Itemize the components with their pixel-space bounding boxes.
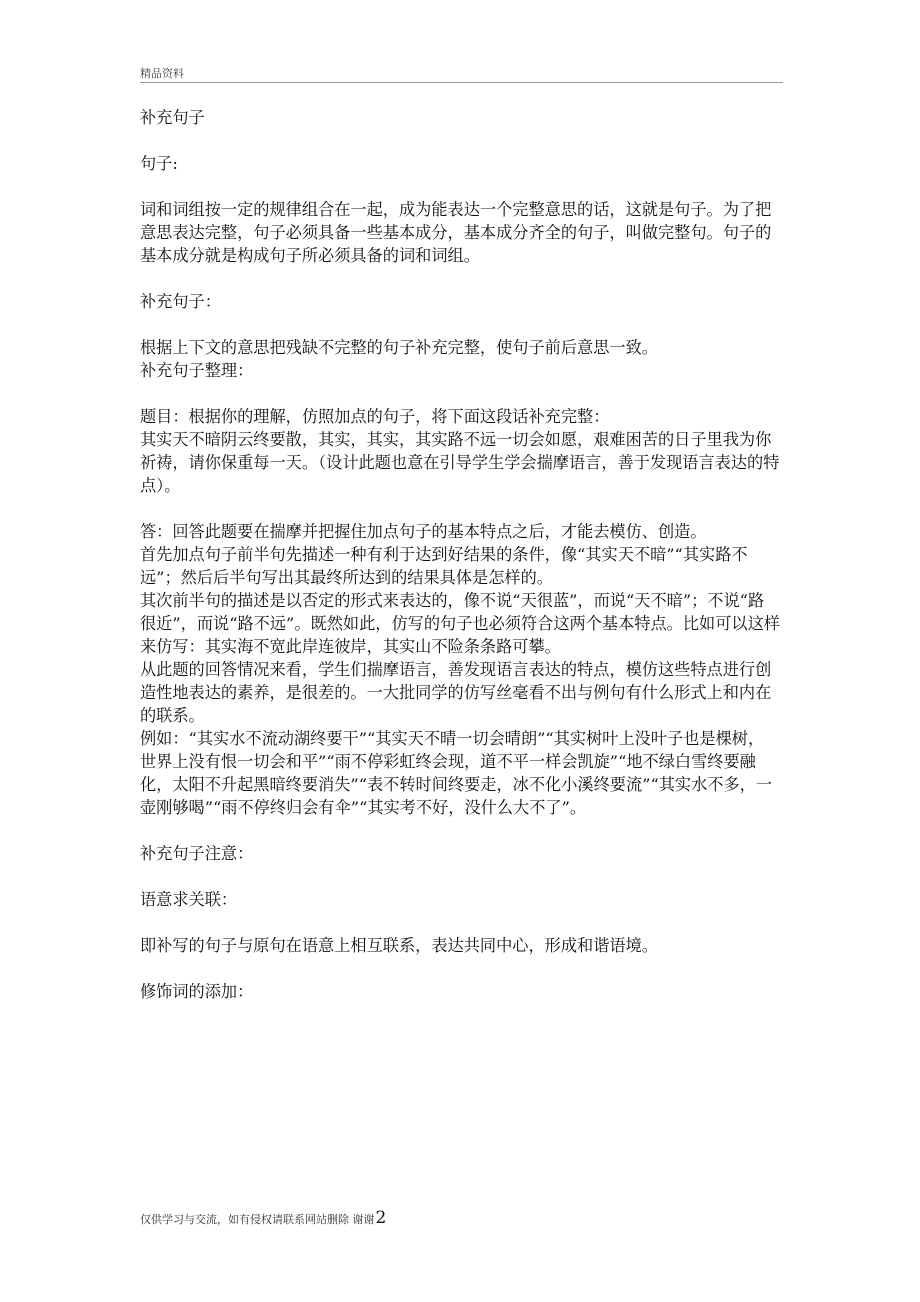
answer-paragraph: 从此题的回答情况来看，学生们揣摩语言，善发现语言表达的特点，模仿这些特点进行创造性地表达的素养，是很差的。一大批同学的仿写丝毫看不出与例句有什么形式上和内在的联系。 bbox=[140, 660, 772, 725]
answer-paragraph: 其次前半句的描述是以否定的形式来表达的，像不说“天很蓝”，而说“天不暗”；不说“路很近”，而说“路不远”。既然如此，仿写的句子也必须符合这两个基本特点。比如可以这样来仿写：其实海不宽此岸连彼岸，其实山不险条条路可攀。 bbox=[140, 591, 780, 656]
section-heading: 句子: bbox=[140, 154, 178, 173]
page-footer bbox=[140, 1208, 386, 1228]
footer-text: 仅供学习与交流，如有侵权请联系网站删除 谢谢 bbox=[140, 1213, 375, 1226]
header-label: 精品资料 bbox=[140, 67, 184, 80]
body-paragraph: 即补写的句子与原句在语意上相互联系，表达共同中心，形成和谐语境。 bbox=[140, 936, 658, 955]
page-number: 2 bbox=[375, 1208, 387, 1228]
answer-paragraph: 答：回答此题要在揣摩并把握住加点句子的基本特点之后，才能去模仿、创造。 bbox=[140, 522, 707, 541]
section-heading: 补充句子整理： bbox=[140, 361, 254, 380]
question-prompt: 题目：根据你的理解，仿照加点的句子，将下面这段话补充完整： bbox=[140, 407, 610, 426]
answer-paragraph: 首先加点句子前半句先描述一种有利于达到好结果的条件，像“其实天不暗”“其实路不远”；然后后半句写出其最终所达到的结果具体是怎样的。 bbox=[140, 545, 748, 587]
body-paragraph: 根据上下文的意思把残缺不完整的句子补充完整，使句子前后意思一致。 bbox=[140, 338, 658, 357]
document-body bbox=[140, 106, 780, 1003]
doc-title: 补充句子 bbox=[140, 108, 205, 127]
question-text: 其实天不暗阴云终要散，其实，其实，其实路不远一切会如愿，艰难困苦的日子里我为你祈祷，请你保重每一天。（设计此题也意在引导学生学会揣摩语言，善于发现语言表达的特点）。 bbox=[140, 430, 780, 495]
section-heading: 补充句子： bbox=[140, 292, 221, 311]
subsection-heading: 语意求关联： bbox=[140, 890, 238, 909]
page-header bbox=[140, 64, 783, 83]
body-paragraph: 词和词组按一定的规律组合在一起，成为能表达一个完整意思的话，这就是句子。为了把意思表达完整，句子必须具备一些基本成分，基本成分齐全的句子，叫做完整句。句子的基本成分就是构成句子所必须具备的词和词组。 bbox=[140, 200, 772, 265]
section-heading: 补充句子注意： bbox=[140, 844, 254, 863]
subsection-heading: 修饰词的添加： bbox=[140, 982, 254, 1001]
example-paragraph: 例如：“其实水不流动湖终要干”“其实天不晴一切会晴朗”“其实树叶上没叶子也是棵树，世界上没有恨一切会和平”“雨不停彩虹终会现，道不平一样会凯旋”“地不绿白雪终要融化，太阳不升起黑暗终要消失”“表不转时间终要走，冰不化小溪终要流”“其实水不多，一壶刚够喝”“雨不停终归会有伞”“其实考不好，没什么大不了”。 bbox=[140, 729, 773, 817]
